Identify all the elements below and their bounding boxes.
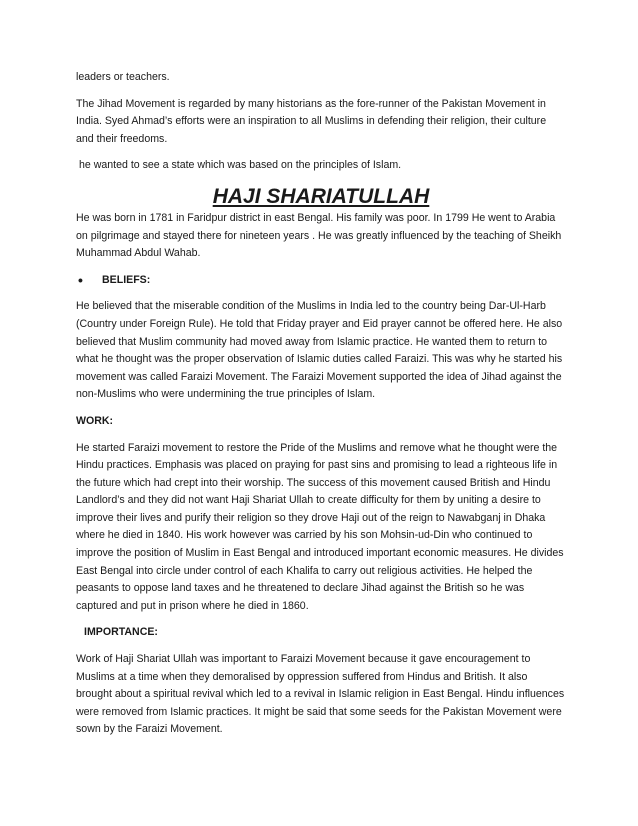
paragraph-intro: He was born in 1781 in Faridpur district in east Bengal. His family was poor. In 1799 He went to Arabia on pilgrimage and stayed there for nineteen years . He was greatly influenced by the teaching of Sheikh Muhammad Abdul Wahab.: [76, 211, 562, 260]
paragraph-state-islam: he wanted to see a state which was based on the principles of Islam.: [79, 159, 402, 172]
paragraph-beliefs: He believed that the miserable condition of the Muslims in India led to the country being Dar-Ul-Harb (Country under Foreign Rule). He told that Friday prayer and Eid prayer cannot be offered here. He also believed that Muslim community had moved away from Islamic practice. He wanted them to return to what he thought was the proper observation of Islamic duties called Faraizi. This was why he started his movement was called Faraizi Movement. The Faraizi Movement supported the idea of Jihad against the non-Muslims who were undermining the true principles of Islam.: [76, 300, 563, 401]
paragraph-leaders: leaders or teachers.: [76, 71, 170, 83]
document-page: [76, 69, 566, 739]
work-heading: WORK:: [76, 414, 114, 427]
beliefs-heading: [76, 272, 566, 290]
section-title: HAJI SHARIATULLAH: [212, 184, 430, 208]
beliefs-heading-label: BELIEFS:: [102, 273, 151, 286]
bullet-icon: •: [78, 272, 83, 289]
importance-heading: IMPORTANCE:: [84, 626, 158, 639]
paragraph-work: He started Faraizi movement to restore the Pride of the Muslims and remove what he thought were the Hindu practices. Emphasis was placed on praying for past sins and promising to lead a righteous life in the future which had crept into their worship. The success of this movement caused British and Hindu Landlord’s and they did not want Haji Shariat Ullah to create difficulty for them by uniting a desire to improve their lives and purify their religion so they drove Haji out of the reign to Nawabganj in Dhaka where he died in 1840. His work however was carried by his son Mohsin-ud-Din who continued to improve the position of Muslim in East Bengal and introduced important economic measures. He divides East Bengal into circle under control of each Khalifa to carry out religious activities. He helped the peasants to oppose land taxes and he threatened to declare Jihad against the British so he was captured and put in prison where he died in 1860.: [76, 441, 564, 612]
paragraph-jihad-movement: The Jihad Movement is regarded by many historians as the fore-runner of the Pakistan Movement in India. Syed Ahmad’s efforts were an inspiration to all Muslims in defending their religion, their culture and their freedoms.: [76, 97, 547, 145]
paragraph-importance: Work of Haji Shariat Ullah was important to Faraizi Movement because it gave encouragement to Muslims at a time when they demoralised by oppression suffered from Hindus and British. It also brought about a spiritual revival which led to a revival in Islamic religion in East Bengal. Hindu influences were removed from Islamic practices. It might be said that some seeds for the Pakistan Movement were sown by the Faraizi Movement.: [76, 653, 565, 736]
